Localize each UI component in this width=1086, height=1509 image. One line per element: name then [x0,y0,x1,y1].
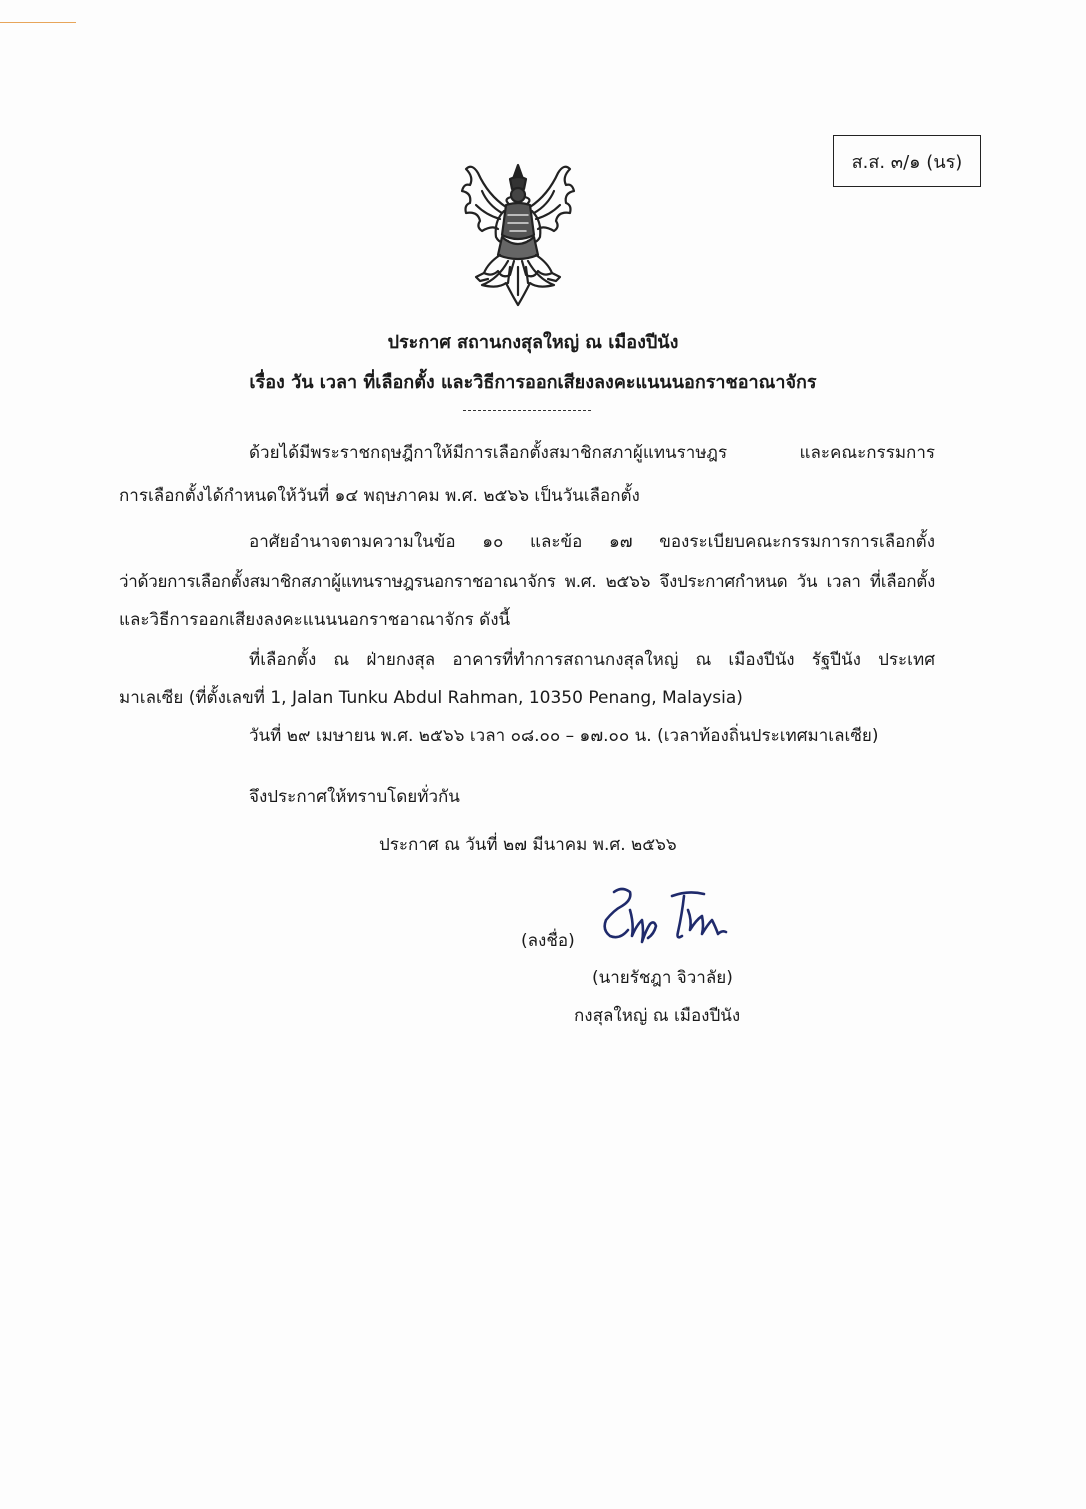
sign-label: (ลงชื่อ) [521,931,575,951]
signer-position: กงสุลใหญ่ ณ เมืองปีนัง [574,1006,741,1026]
body-text-line: วันที่ ๒๙ เมษายน พ.ศ. ๒๕๖๖ เวลา ๐๘.๐๐ – ๑๗.๐๐ น. (เวลาท้องถิ่นประเทศมาเลเซีย) [249,726,879,746]
body-text-line: มาเลเซีย (ที่ตั้งเลขที่ 1, Jalan Tunku Abdul Rahman, 10350 Penang, Malaysia) [119,688,743,708]
announce-date: ประกาศ ณ วันที่ ๒๗ มีนาคม พ.ศ. ๒๕๖๖ [379,835,677,855]
form-code: ส.ส. ๓/๑ (นร) [851,151,963,173]
body-text-line: และวิธีการออกเสียงลงคะแนนนอกราชอาณาจักร ดังนี้ [119,610,511,630]
corner-mark [0,22,76,23]
garuda-emblem-icon [458,155,578,315]
handwritten-signature-icon [592,880,742,955]
body-text-line: การเลือกตั้งได้กำหนดให้วันที่ ๑๔ พฤษภาคม พ.ศ. ๒๕๖๖ เป็นวันเลือกตั้ง [119,486,640,506]
body-text-line: ว่าด้วยการเลือกตั้งสมาชิกสภาผู้แทนราษฎรนอกราชอาณาจักร พ.ศ. ๒๕๖๖ จึงประกาศกำหนด วัน เวลา ที่เลือกตั้ง [119,572,935,592]
body-text-line: ด้วยได้มีพระราชกฤษฎีกาให้มีการเลือกตั้งสมาชิกสภาผู้แทนราษฎร และคณะกรรมการ [249,443,935,463]
title-divider [463,410,591,411]
form-code-box [833,135,981,187]
body-text-line: ที่เลือกตั้ง ณ ฝ่ายกงสุล อาคารที่ทำการสถานกงสุลใหญ่ ณ เมืองปีนัง รัฐปีนัง ประเทศ [249,650,935,670]
signer-name: (นายรัชฎา จิวาลัย) [592,968,733,988]
announcement-title: ประกาศ สถานกงสุลใหญ่ ณ เมืองปีนัง [387,332,679,353]
announcement-subject: เรื่อง วัน เวลา ที่เลือกตั้ง และวิธีการออกเสียงลงคะแนนนอกราชอาณาจักร [249,372,817,393]
closing-text: จึงประกาศให้ทราบโดยทั่วกัน [249,787,460,807]
body-text-line: อาศัยอำนาจตามความในข้อ ๑๐ และข้อ ๑๗ ของระเบียบคณะกรรมการการเลือกตั้ง [249,532,935,552]
